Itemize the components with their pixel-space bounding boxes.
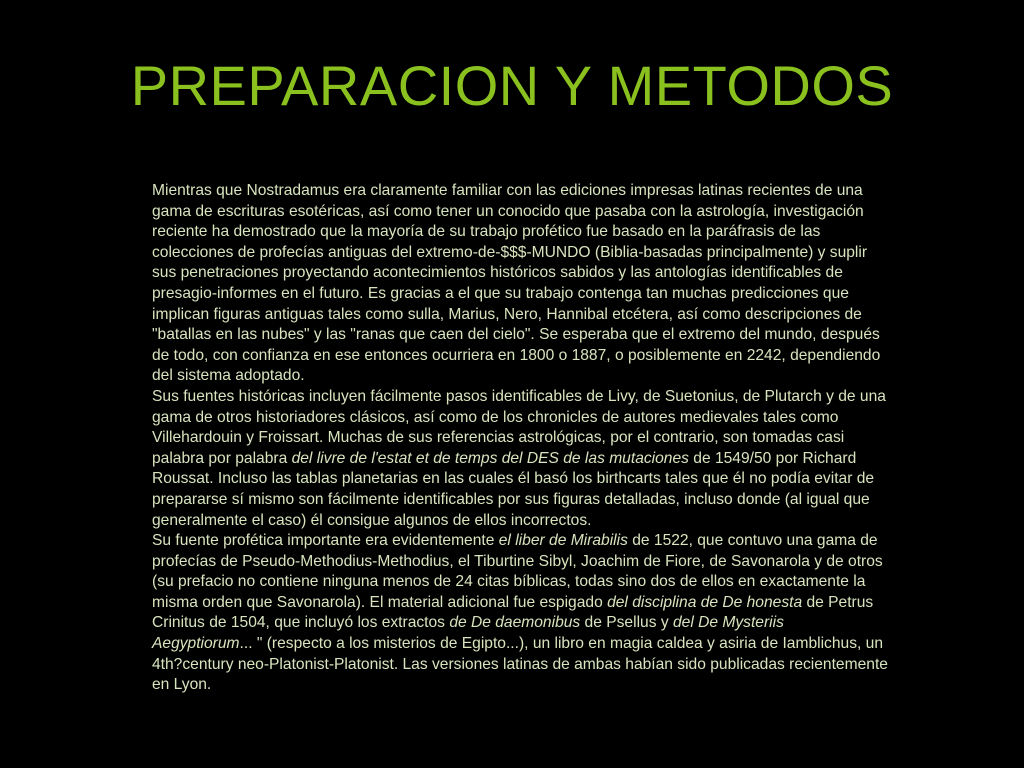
slide-body [152, 181, 888, 696]
paragraph-3-italic-3: de De daemonibus [449, 614, 581, 632]
paragraph-3-italic-4: del De Mysteriis Aegyptiorum [152, 614, 784, 653]
paragraph-2 [152, 387, 888, 531]
paragraph-2-italic-1: del livre de l'estat et de temps del DES de las mutaciones [291, 449, 689, 467]
slide-title: PREPARACION Y METODOS [130, 54, 894, 117]
paragraph-2-text-1: Sus fuentes históricas incluyen fácilmente pasos identificables de Livy, de Suetonius, de Plutarch y de una gama de otros historiadores clásicos, así como de los chronicles de autores medievales tales como Villehardouin y Froissart. Muchas de sus referencias astrológicas, por el contrario, son tomadas casi palabra por palabra [152, 387, 886, 467]
paragraph-2-text-2: de 1549/50 por Richard Roussat. Incluso las tablas planetarias en las cuales él basó los birthcarts tales que él no podía evitar de prepararse sí mismo son fácilmente identificables por sus figuras detalladas, incluso donde (al igual que generalmente el caso) él consigue algunos de ellos incorrectos. [152, 449, 875, 529]
paragraph-3 [152, 531, 888, 696]
paragraph-3-italic-2: del disciplina de De honesta [607, 593, 803, 611]
paragraph-3-italic-1: el liber de Mirabilis [498, 532, 628, 550]
paragraph-3-text-1: Su fuente profética importante era evidentemente [152, 532, 499, 550]
paragraph-3-text-2: de 1522, que contuvo una gama de profecías de Pseudo-Methodius-Methodius, el Tiburtine Sibyl, Joachim de Fiore, de Savonarola y de otros (su prefacio no contiene ninguna menos de 24 citas bíblicas, todas sino dos de ellos en exactamente la misma orden que Savonarola). El material adicional fue espigado [152, 532, 883, 611]
paragraph-3-text-3: de Petrus Crinitus de 1504, que incluyó los extractos [152, 593, 874, 632]
paragraph-3-text-4: de Psellus y [580, 614, 673, 632]
paragraph-1: Mientras que Nostradamus era claramente familiar con las ediciones impresas latinas recientes de una gama de escrituras esotéricas, así como tener un conocido que pasaba con la astrología, investigación reciente ha demostrado que la mayoría de su trabajo profético fue basado en la paráfrasis de las colecciones de profecías antiguas del extremo-de-$$$-MUNDO (Biblia-basadas principalmente) y suplir sus penetraciones proyectando acontecimientos históricos sabidos y las antologías identificables de presagio-informes en el futuro. Es gracias a el que su trabajo contenga tan muchas predicciones que implican figuras antiguas tales como sulla, Marius, Nero, Hannibal etcétera, así como descripciones de "batallas en las nubes" y las "ranas que caen del cielo". Se esperaba que el extremo del mundo, después de todo, con confianza en ese entonces ocurriera en 1800 o 1887, o posiblemente en 2242, dependiendo del sistema adoptado. [152, 182, 881, 385]
paragraph-3-text-5: ... " (respecto a los misterios de Egipto...), un libro en magia caldea y asiria de Iamblichus, un 4th?century neo-Platonist-Platonist. Las versiones latinas de ambas habían sido publicadas recientemente en Lyon. [152, 635, 888, 694]
